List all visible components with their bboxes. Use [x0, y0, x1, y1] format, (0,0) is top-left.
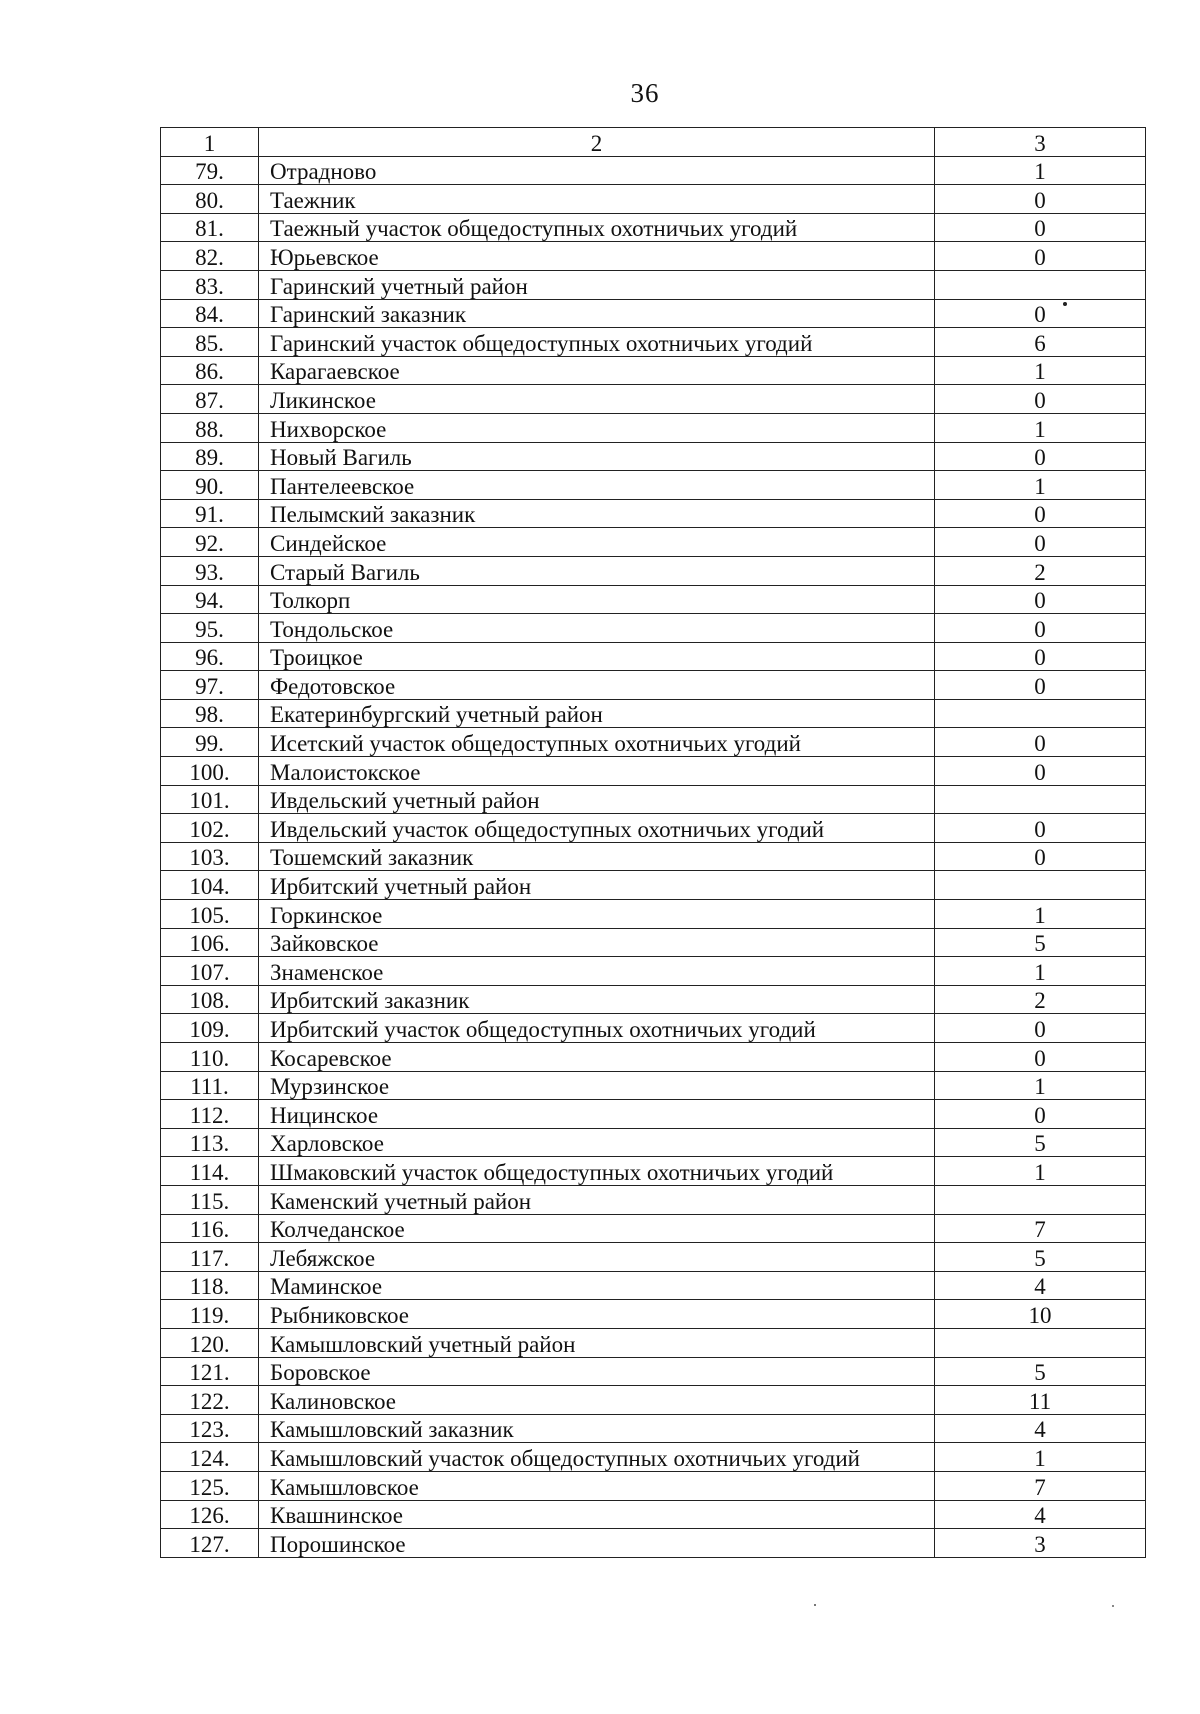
- row-value-cell: 0: [935, 814, 1146, 843]
- row-name-cell: Старый Вагиль: [259, 556, 935, 585]
- row-value-cell: 1: [935, 1157, 1146, 1186]
- row-value-cell: 2: [935, 556, 1146, 585]
- row-number-cell: 113.: [161, 1128, 259, 1157]
- row-name-cell: Мурзинское: [259, 1071, 935, 1100]
- table-row: [161, 299, 1146, 328]
- row-name-cell: Горкинское: [259, 900, 935, 929]
- table-row: [161, 1300, 1146, 1329]
- row-value-cell: 0: [935, 528, 1146, 557]
- row-number-cell: 83.: [161, 270, 259, 299]
- row-name-cell: Синдейское: [259, 528, 935, 557]
- row-number-cell: 107.: [161, 957, 259, 986]
- row-number-cell: 108.: [161, 985, 259, 1014]
- table-row: [161, 356, 1146, 385]
- row-number-cell: 96.: [161, 642, 259, 671]
- row-value-cell: 0: [935, 1100, 1146, 1129]
- row-number-cell: 85.: [161, 328, 259, 357]
- table-row: [161, 413, 1146, 442]
- row-value-cell: 2: [935, 985, 1146, 1014]
- table-body: [161, 128, 1146, 1558]
- table-row: [161, 1328, 1146, 1357]
- row-number-cell: 114.: [161, 1157, 259, 1186]
- row-value-cell: 0: [935, 499, 1146, 528]
- row-number-cell: 118.: [161, 1271, 259, 1300]
- table-header-row: [161, 128, 1146, 157]
- row-name-cell: Ивдельский учетный район: [259, 785, 935, 814]
- table-row: [161, 928, 1146, 957]
- stray-mark: [1063, 302, 1067, 306]
- table-row: [161, 900, 1146, 929]
- row-value-cell: 0: [935, 242, 1146, 271]
- row-value-cell: 7: [935, 1471, 1146, 1500]
- row-number-cell: 116.: [161, 1214, 259, 1243]
- row-value-cell: [935, 1328, 1146, 1357]
- row-number-cell: 122.: [161, 1386, 259, 1415]
- table-row: [161, 642, 1146, 671]
- row-number-cell: 91.: [161, 499, 259, 528]
- stray-speck: [814, 1604, 816, 1606]
- row-name-cell: Ирбитский участок общедоступных охотничьих угодий: [259, 1014, 935, 1043]
- row-value-cell: 0: [935, 299, 1146, 328]
- page-number: 36: [630, 78, 660, 108]
- row-value-cell: 0: [935, 442, 1146, 471]
- row-value-cell: [935, 785, 1146, 814]
- row-name-cell: Таежник: [259, 185, 935, 214]
- table-row: [161, 699, 1146, 728]
- row-name-cell: Боровское: [259, 1357, 935, 1386]
- row-name-cell: Квашнинское: [259, 1500, 935, 1529]
- table-row: [161, 1214, 1146, 1243]
- row-name-cell: Карагаевское: [259, 356, 935, 385]
- row-number-cell: 104.: [161, 871, 259, 900]
- row-value-cell: 7: [935, 1214, 1146, 1243]
- row-name-cell: Шмаковский участок общедоступных охотничьих угодий: [259, 1157, 935, 1186]
- row-name-cell: Тошемский заказник: [259, 842, 935, 871]
- row-value-cell: 0: [935, 757, 1146, 786]
- table-row: [161, 814, 1146, 843]
- row-value-cell: 6: [935, 328, 1146, 357]
- row-value-cell: 5: [935, 1243, 1146, 1272]
- row-name-cell: Колчеданское: [259, 1214, 935, 1243]
- row-value-cell: 1: [935, 413, 1146, 442]
- row-value-cell: 4: [935, 1500, 1146, 1529]
- table-row: [161, 1014, 1146, 1043]
- row-name-cell: Знаменское: [259, 957, 935, 986]
- row-value-cell: 10: [935, 1300, 1146, 1329]
- table-row: [161, 728, 1146, 757]
- row-name-cell: Юрьевское: [259, 242, 935, 271]
- table-row: [161, 871, 1146, 900]
- row-value-cell: 5: [935, 928, 1146, 957]
- table-row: [161, 842, 1146, 871]
- row-name-cell: Косаревское: [259, 1043, 935, 1072]
- row-number-cell: 95.: [161, 614, 259, 643]
- row-number-cell: 82.: [161, 242, 259, 271]
- row-value-cell: 0: [935, 1043, 1146, 1072]
- row-number-cell: 84.: [161, 299, 259, 328]
- row-value-cell: 0: [935, 614, 1146, 643]
- table-row: [161, 499, 1146, 528]
- row-value-cell: 0: [935, 728, 1146, 757]
- row-name-cell: Гаринский учетный район: [259, 270, 935, 299]
- table-row: [161, 1357, 1146, 1386]
- table-row: [161, 614, 1146, 643]
- row-value-cell: 1: [935, 1071, 1146, 1100]
- row-number-cell: 99.: [161, 728, 259, 757]
- table-row: [161, 1100, 1146, 1129]
- table-row: [161, 985, 1146, 1014]
- table-row: [161, 785, 1146, 814]
- row-name-cell: Ирбитский заказник: [259, 985, 935, 1014]
- row-number-cell: 93.: [161, 556, 259, 585]
- row-value-cell: 1: [935, 356, 1146, 385]
- row-number-cell: 115.: [161, 1185, 259, 1214]
- row-number-cell: 89.: [161, 442, 259, 471]
- row-value-cell: 5: [935, 1128, 1146, 1157]
- table-row: [161, 1043, 1146, 1072]
- row-name-cell: Ликинское: [259, 385, 935, 414]
- row-name-cell: Отрадново: [259, 156, 935, 185]
- row-number-cell: 101.: [161, 785, 259, 814]
- row-number-cell: 106.: [161, 928, 259, 957]
- table-row: [161, 1071, 1146, 1100]
- row-value-cell: [935, 270, 1146, 299]
- table-row: [161, 385, 1146, 414]
- row-value-cell: 1: [935, 957, 1146, 986]
- row-number-cell: 121.: [161, 1357, 259, 1386]
- table-row: [161, 442, 1146, 471]
- table-row: [161, 1271, 1146, 1300]
- row-number-cell: 92.: [161, 528, 259, 557]
- row-number-cell: 125.: [161, 1471, 259, 1500]
- row-number-cell: 123.: [161, 1414, 259, 1443]
- row-number-cell: 109.: [161, 1014, 259, 1043]
- table-row: [161, 556, 1146, 585]
- table-row: [161, 1185, 1146, 1214]
- table-row: [161, 270, 1146, 299]
- table-row: [161, 242, 1146, 271]
- table-row: [161, 1128, 1146, 1157]
- row-name-cell: Троицкое: [259, 642, 935, 671]
- row-value-cell: 1: [935, 900, 1146, 929]
- row-value-cell: 5: [935, 1357, 1146, 1386]
- row-number-cell: 117.: [161, 1243, 259, 1272]
- row-value-cell: 0: [935, 1014, 1146, 1043]
- row-number-cell: 111.: [161, 1071, 259, 1100]
- row-name-cell: Маминское: [259, 1271, 935, 1300]
- table-row: [161, 957, 1146, 986]
- table-row: [161, 1386, 1146, 1415]
- row-value-cell: 1: [935, 471, 1146, 500]
- table-row: [161, 213, 1146, 242]
- table-row: [161, 1471, 1146, 1500]
- row-name-cell: Новый Вагиль: [259, 442, 935, 471]
- row-number-cell: 94.: [161, 585, 259, 614]
- row-number-cell: 97.: [161, 671, 259, 700]
- row-name-cell: Толкорп: [259, 585, 935, 614]
- row-name-cell: Малоистокское: [259, 757, 935, 786]
- row-name-cell: Екатеринбургский учетный район: [259, 699, 935, 728]
- row-number-cell: 124.: [161, 1443, 259, 1472]
- row-value-cell: 1: [935, 1443, 1146, 1472]
- row-number-cell: 87.: [161, 385, 259, 414]
- row-number-cell: 81.: [161, 213, 259, 242]
- row-name-cell: Каменский учетный район: [259, 1185, 935, 1214]
- row-name-cell: Ивдельский участок общедоступных охотничьих угодий: [259, 814, 935, 843]
- row-number-cell: 86.: [161, 356, 259, 385]
- row-name-cell: Пантелеевское: [259, 471, 935, 500]
- row-value-cell: 1: [935, 156, 1146, 185]
- row-name-cell: Рыбниковское: [259, 1300, 935, 1329]
- table-row: [161, 671, 1146, 700]
- row-name-cell: Зайковское: [259, 928, 935, 957]
- row-value-cell: 0: [935, 671, 1146, 700]
- table-row: [161, 585, 1146, 614]
- table-row: [161, 1414, 1146, 1443]
- row-value-cell: 4: [935, 1271, 1146, 1300]
- row-value-cell: 11: [935, 1386, 1146, 1415]
- table-row: [161, 757, 1146, 786]
- row-value-cell: [935, 871, 1146, 900]
- row-value-cell: 0: [935, 585, 1146, 614]
- row-value-cell: 4: [935, 1414, 1146, 1443]
- row-number-cell: 90.: [161, 471, 259, 500]
- row-name-cell: Ницинское: [259, 1100, 935, 1129]
- row-name-cell: Исетский участок общедоступных охотничьих угодий: [259, 728, 935, 757]
- table-row: [161, 471, 1146, 500]
- row-number-cell: 80.: [161, 185, 259, 214]
- row-name-cell: Лебяжское: [259, 1243, 935, 1272]
- row-number-cell: 120.: [161, 1328, 259, 1357]
- row-name-cell: Таежный участок общедоступных охотничьих угодий: [259, 213, 935, 242]
- table-row: [161, 1243, 1146, 1272]
- row-number-cell: 110.: [161, 1043, 259, 1072]
- row-number-cell: 98.: [161, 699, 259, 728]
- row-value-cell: [935, 1185, 1146, 1214]
- row-number-cell: 127.: [161, 1529, 259, 1558]
- row-value-cell: 0: [935, 213, 1146, 242]
- row-value-cell: 0: [935, 642, 1146, 671]
- row-value-cell: 0: [935, 842, 1146, 871]
- row-number-cell: 88.: [161, 413, 259, 442]
- row-name-cell: Гаринский участок общедоступных охотничьих угодий: [259, 328, 935, 357]
- row-number-cell: 79.: [161, 156, 259, 185]
- header-col-3: 3: [935, 128, 1146, 157]
- row-number-cell: 103.: [161, 842, 259, 871]
- table-row: [161, 1443, 1146, 1472]
- data-table: [160, 127, 1146, 1558]
- row-value-cell: 0: [935, 185, 1146, 214]
- row-name-cell: Камышловский участок общедоступных охотничьих угодий: [259, 1443, 935, 1472]
- row-value-cell: 0: [935, 385, 1146, 414]
- row-value-cell: [935, 699, 1146, 728]
- row-number-cell: 126.: [161, 1500, 259, 1529]
- row-name-cell: Нихворское: [259, 413, 935, 442]
- row-name-cell: Пелымский заказник: [259, 499, 935, 528]
- table-row: [161, 1157, 1146, 1186]
- row-name-cell: Харловское: [259, 1128, 935, 1157]
- header-col-1: 1: [161, 128, 259, 157]
- table-row: [161, 185, 1146, 214]
- table-row: [161, 328, 1146, 357]
- row-value-cell: 3: [935, 1529, 1146, 1558]
- row-name-cell: Камышловский заказник: [259, 1414, 935, 1443]
- row-number-cell: 112.: [161, 1100, 259, 1129]
- row-number-cell: 119.: [161, 1300, 259, 1329]
- row-number-cell: 105.: [161, 900, 259, 929]
- row-name-cell: Федотовское: [259, 671, 935, 700]
- row-name-cell: Гаринский заказник: [259, 299, 935, 328]
- row-number-cell: 100.: [161, 757, 259, 786]
- row-name-cell: Камышловский учетный район: [259, 1328, 935, 1357]
- row-number-cell: 102.: [161, 814, 259, 843]
- table-row: [161, 1529, 1146, 1558]
- stray-speck: [1112, 1605, 1114, 1607]
- row-name-cell: Камышловское: [259, 1471, 935, 1500]
- table-row: [161, 528, 1146, 557]
- row-name-cell: Калиновское: [259, 1386, 935, 1415]
- table-row: [161, 156, 1146, 185]
- row-name-cell: Тондольское: [259, 614, 935, 643]
- table-row: [161, 1500, 1146, 1529]
- row-name-cell: Ирбитский учетный район: [259, 871, 935, 900]
- row-name-cell: Порошинское: [259, 1529, 935, 1558]
- header-col-2: 2: [259, 128, 935, 157]
